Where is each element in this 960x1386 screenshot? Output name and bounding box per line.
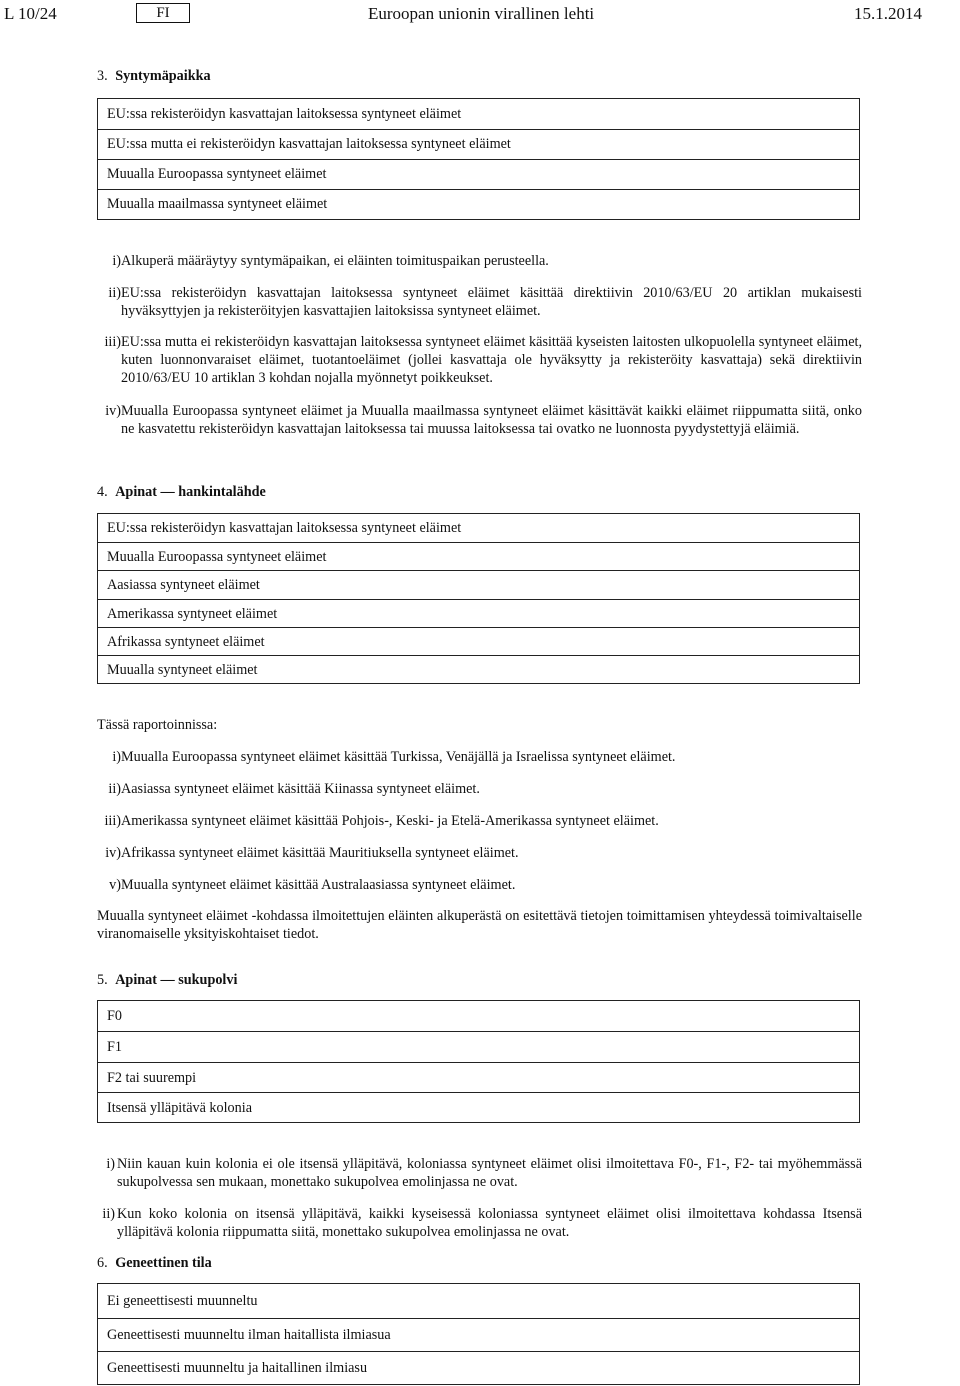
section-4-heading — [97, 483, 266, 501]
note-text: Niin kauan kuin kolonia ei ole itsensä ylläpitävä, koloniassa syntyneet eläimet olisi ilmoitettava F0-, F1-, F2- tai myöhemmässä sukupolvessa sen mukaan, monettako sukupolvea emolinjassa ne ovat. — [117, 1156, 862, 1190]
note-number: iv) — [105, 403, 121, 419]
note-text: Amerikassa syntyneet eläimet käsittää Pohjois-, Keski- ja Etelä-Amerikassa syntyneet eläimet. — [121, 813, 659, 829]
table-row — [98, 627, 859, 656]
table-cell: Muualla maailmassa syntyneet eläimet — [107, 196, 328, 212]
table-cell: Amerikassa syntyneet eläimet — [107, 606, 278, 622]
section-title: Syntymäpaikka — [115, 68, 211, 84]
note-number: v) — [109, 877, 121, 893]
note-number: i) — [112, 749, 121, 765]
section-number: 6. — [97, 1255, 108, 1271]
table-row — [98, 514, 859, 542]
table-row — [98, 570, 859, 600]
table-cell: Geneettisesti muunneltu ja haitallinen ilmiasu — [107, 1360, 368, 1376]
note-text: Kun koko kolonia on itsensä ylläpitävä, kaikki kyseisessä koloniassa syntyneet eläimet olisi ilmoitettava kohdassa Itsensä ylläpitävä kolonia riippumatta siitä, monettako sukupolvea emolinjassa ne ovat. — [117, 1206, 862, 1240]
section-5-heading — [97, 971, 237, 989]
table-row — [98, 599, 859, 628]
table-row — [98, 542, 859, 571]
table-cell: Afrikassa syntyneet eläimet — [107, 634, 265, 650]
table-row — [98, 159, 859, 190]
language-badge: FI — [136, 3, 190, 23]
section-title: Apinat — sukupolvi — [115, 972, 238, 988]
note-number: iii) — [104, 813, 121, 829]
table-cell: Muualla Euroopassa syntyneet eläimet — [107, 549, 327, 565]
section-4-intro: Tässä raportoinnissa: — [97, 717, 218, 733]
page-reference: L 10/24 — [4, 4, 57, 23]
table-row — [98, 1092, 859, 1124]
section-title: Geneettinen tila — [115, 1255, 212, 1271]
table-cell: Ei geneettisesti muunneltu — [107, 1293, 258, 1309]
note-number: iii) — [104, 334, 121, 350]
table-row — [98, 1318, 859, 1352]
table-row — [98, 1284, 859, 1318]
note-text: Muualla Euroopassa syntyneet eläimet käsittää Turkissa, Venäjällä ja Israelissa syntyneet eläimet. — [121, 749, 676, 765]
note-text: EU:ssa mutta ei rekisteröidyn kasvattajan laitoksessa syntyneet eläimet käsittää kyseisten laitosten ulkopuolella syntyneet eläimet, kuten luonnonvaraiset eläimet, tuotantoeläimet (jollei kasvattaja ole hyväksytty ja rekisteröity kasvattaja) sekä direktiivin 2010/63/EU 10 artiklan 3 kohdan nojalla myönnetyt poikkeukset. — [121, 334, 862, 386]
table-cell: Muualla Euroopassa syntyneet eläimet — [107, 166, 327, 182]
section-6-table — [97, 1283, 860, 1385]
note-number: i) — [106, 1156, 115, 1172]
page-header — [0, 3, 960, 25]
note-text: Aasiassa syntyneet eläimet käsittää Kiinassa syntyneet eläimet. — [121, 781, 480, 797]
note-text: EU:ssa rekisteröidyn kasvattajan laitoksessa syntyneet eläimet käsittää direktiivin 2010/63/EU 20 artiklan mukaisesti hyväksyttyjen ja rekisteröityjen kasvattajien laitoksissa syntyneet eläimet. — [121, 285, 862, 319]
table-row — [98, 1351, 859, 1386]
section-4-table — [97, 513, 860, 684]
note-number: ii) — [108, 781, 121, 797]
section-number: 5. — [97, 972, 108, 988]
table-row — [98, 189, 859, 221]
note-text: Afrikassa syntyneet eläimet käsittää Mauritiuksella syntyneet eläimet. — [121, 845, 519, 861]
section-3-heading — [97, 67, 211, 85]
section-number: 3. — [97, 68, 108, 84]
note-number: ii) — [102, 1206, 115, 1222]
section-6-heading — [97, 1254, 212, 1272]
section-number: 4. — [97, 484, 108, 500]
note-number: ii) — [108, 285, 121, 301]
table-cell: F1 — [107, 1039, 122, 1055]
section-5-table — [97, 1000, 860, 1123]
table-row — [98, 1001, 859, 1031]
table-row — [98, 99, 859, 129]
table-cell: Muualla syntyneet eläimet — [107, 662, 258, 678]
section-4-closing: Muualla syntyneet eläimet -kohdassa ilmoitettujen eläinten alkuperästä on esitettävä tietojen toimittamisen yhteydessä toimivaltaiselle viranomaiselle yksityiskohtaiset tiedot. — [97, 908, 862, 942]
note-text: Muualla syntyneet eläimet käsittää Australaasiassa syntyneet eläimet. — [121, 877, 516, 893]
table-row — [98, 1031, 859, 1063]
table-cell: EU:ssa mutta ei rekisteröidyn kasvattajan laitoksessa syntyneet eläimet — [107, 136, 511, 152]
note-number: i) — [112, 253, 121, 269]
table-cell: EU:ssa rekisteröidyn kasvattajan laitoksessa syntyneet eläimet — [107, 520, 462, 536]
table-row — [98, 129, 859, 160]
publication-date: 15.1.2014 — [854, 4, 922, 23]
table-cell: EU:ssa rekisteröidyn kasvattajan laitoksessa syntyneet eläimet — [107, 106, 462, 122]
note-number: iv) — [105, 845, 121, 861]
note-text: Alkuperä määräytyy syntymäpaikan, ei eläinten toimituspaikan perusteella. — [121, 253, 549, 269]
table-cell: Aasiassa syntyneet eläimet — [107, 577, 260, 593]
note-text: Muualla Euroopassa syntyneet eläimet ja Muualla maailmassa syntyneet eläimet käsittävät kaikki eläimet riippumatta siitä, onko ne kasvatettu rekisteröidyn kasvattajan laitoksessa tai muussa laitoksessa tai ovatko ne luonnosta pyydystettyjä eläimiä. — [121, 403, 862, 437]
section-3-table — [97, 98, 860, 220]
section-title: Apinat — hankintalähde — [115, 484, 266, 500]
table-cell: F2 tai suurempi — [107, 1070, 197, 1086]
table-row — [98, 1062, 859, 1093]
table-row — [98, 655, 859, 685]
table-cell: Itsensä ylläpitävä kolonia — [107, 1100, 252, 1116]
journal-title: Euroopan unionin virallinen lehti — [368, 4, 595, 23]
table-cell: Geneettisesti muunneltu ilman haitallista ilmiasua — [107, 1327, 391, 1343]
table-cell: F0 — [107, 1008, 122, 1024]
